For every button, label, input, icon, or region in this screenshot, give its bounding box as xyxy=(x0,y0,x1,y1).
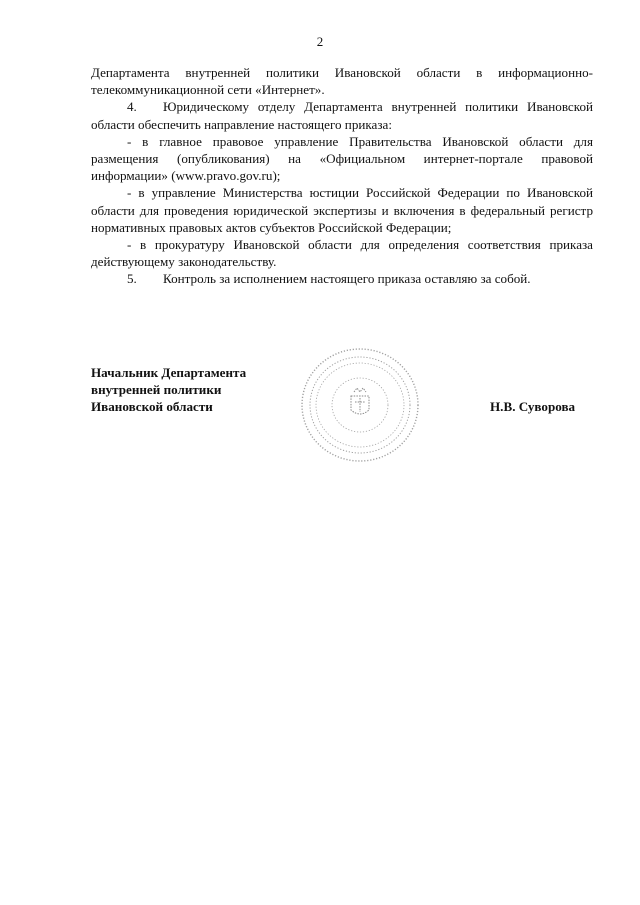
bullet-item-3: - в прокуратуру Ивановской области для определения соответствия приказа действующему законодательству. xyxy=(91,237,593,270)
paragraph-continuation: Департамента внутренней политики Ивановской области в информационно-телекоммуникационной сети «Интернет». xyxy=(91,65,593,98)
bullet-item-2: - в управление Министерства юстиции Российской Федерации по Ивановской области для проведения юридической экспертизы и включения в федеральный регистр нормативных правовых актов субъектов Российской Федерации; xyxy=(91,185,593,235)
bullet-item-1: - в главное правовое управление Правительства Ивановской области для размещения (опубликования) на «Официальном интернет-портале правовой информации» (www.pravo.gov.ru); xyxy=(91,133,593,184)
item-text: Контроль за исполнением настоящего приказа оставляю за собой. xyxy=(163,271,531,287)
paragraph-item-5 xyxy=(91,270,593,287)
document-body xyxy=(91,64,593,288)
signatory-title-line: Начальник Департамента xyxy=(91,365,247,380)
item-number: 4. xyxy=(127,99,137,115)
item-text: Юридическому отделу Департамента внутренней политики Ивановской области обеспечить направление настоящего приказа: xyxy=(91,99,593,132)
signatory-title xyxy=(91,364,246,416)
paragraph-item-4 xyxy=(91,98,593,132)
signatory-name: Н.В. Суворова xyxy=(490,399,576,414)
signatory-title-line: внутренней политики xyxy=(91,382,222,398)
signatory-title-line: Ивановской области xyxy=(91,399,213,415)
official-seal-icon xyxy=(299,346,421,464)
page-number: 2 xyxy=(316,34,324,49)
item-number: 5. xyxy=(127,271,137,287)
